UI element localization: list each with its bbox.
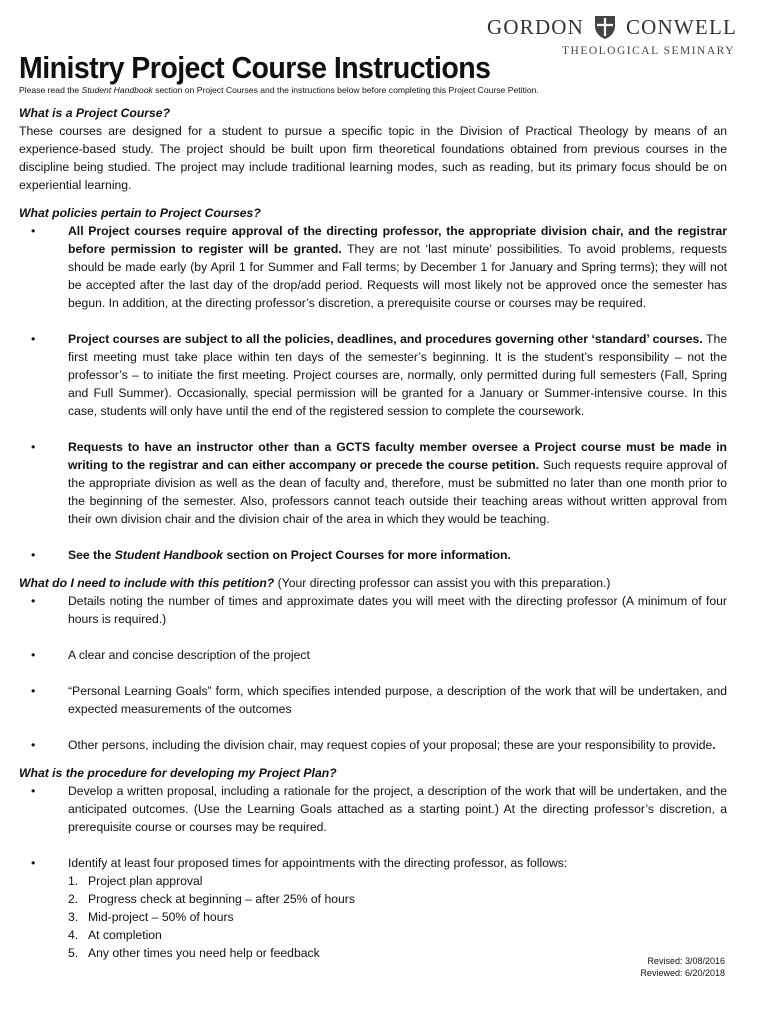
shield-icon — [593, 14, 617, 40]
step-number: 4. — [68, 928, 79, 942]
step-text: Any other times you need help or feedback — [88, 946, 320, 960]
policies-list — [19, 222, 727, 564]
step-item — [68, 890, 727, 908]
intro-note: Please read the Student Handbook section on Project Courses and the instructions below before completing this Project Course Petition. — [19, 85, 539, 95]
step-text: Mid-project – 50% of hours — [88, 910, 234, 924]
revised-date: Revised: 3/08/2016 — [647, 956, 725, 966]
logo-word-gordon: GORDON — [487, 14, 585, 39]
step-text: At completion — [88, 928, 162, 942]
step-item — [68, 908, 727, 926]
list-item: • Project courses are subject to all the policies, deadlines, and procedures governing other ‘standard’ courses. The first meeting must take place within ten days of the semester’s beginning. It is the student’s responsibility – not the professor’s – to initiate the first meeting. Project courses are, normally, only permitted during full semesters (Fall, Spring and Full Summer). Occasionally, special permission will be granted for a January or Summer-intensive course. In this case, students will only have until the end of the registered session to complete the coursework. — [19, 330, 727, 420]
include-list — [19, 592, 727, 754]
list-item: • A clear and concise description of the project — [19, 646, 727, 664]
document-body — [19, 104, 727, 962]
reviewed-date: Reviewed: 6/20/2018 — [640, 968, 725, 978]
appointment-steps — [68, 872, 727, 962]
step-number: 1. — [68, 874, 79, 888]
seminary-logo — [487, 14, 737, 64]
page-title: Ministry Project Course Instructions — [19, 50, 491, 85]
section-paragraph-what-is: These courses are designed for a student to pursue a specific topic in the Division of Practical Theology by means of an experience-based study. The project should be built upon firm theoretical foundations obtained from previous courses in the discipline being studied. The project may include traditional learning modes, such as reading, but its primary focus should be on experiential learning. — [19, 124, 727, 192]
section-heading-include: What do I need to include with this petition? (Your directing professor can assist you with this preparation.) — [19, 576, 611, 590]
list-item: • All Project courses require approval of the directing professor, the appropriate division chair, and the registrar before permission to register will be granted. They are not ‘last minute’ possibilities. To avoid problems, requests should be made early (by April 1 for Summer and Fall terms; by December 1 for January and Spring terms); they will not be accepted after the last day of the drop/add period. Requests will most likely not be approved once the semester has begun. In addition, at the directing professor’s discretion, a prerequisite course or courses may be required. — [19, 222, 727, 312]
list-item: • See the Student Handbook section on Project Courses for more information. — [19, 546, 727, 564]
list-item: • Requests to have an instructor other than a GCTS faculty member oversee a Project course must be made in writing to the registrar and can either accompany or precede the course petition. Such requests require approval of the appropriate division as well as the dean of faculty and, therefore, must be submitted no later than one month prior to the beginning of the semester. Also, professors cannot teach outside their teaching areas without written approval from their own division chair and the division chair of the area in which they would be teaching. — [19, 438, 727, 528]
list-item: • Other persons, including the division chair, may request copies of your proposal; these are your responsibility to provide. — [19, 736, 727, 754]
section-heading-policies: What policies pertain to Project Courses? — [19, 206, 261, 220]
step-item — [68, 944, 727, 962]
step-number: 2. — [68, 892, 79, 906]
logo-word-conwell: CONWELL — [625, 14, 737, 39]
step-text: Project plan approval — [88, 874, 203, 888]
list-item: • “Personal Learning Goals” form, which specifies intended purpose, a description of the work that will be undertaken, and expected measurements of the outcomes — [19, 682, 727, 718]
step-item — [68, 872, 727, 890]
list-item: • Develop a written proposal, including a rationale for the project, a description of the work that will be undertaken, and the anticipated outcomes. (Use the Learning Goals attached as a starting point.) At the directing professor’s discretion, a prerequisite course or courses may be required. — [19, 782, 727, 836]
revision-info — [640, 955, 725, 979]
step-number: 5. — [68, 946, 79, 960]
section-heading-what-is: What is a Project Course? — [19, 106, 171, 120]
list-item: • Details noting the number of times and approximate dates you will meet with the directing professor (A minimum of four hours is required.) — [19, 592, 727, 628]
list-item: • Identify at least four proposed times for appointments with the directing professor, as follows: 1. Project plan approval 2. Progress check at beginning – after 25% of hours 3. Mid-project – 50% of hours 4. At completion 5. Any other times you need help or feedback — [19, 854, 727, 962]
logo-subtitle: THEOLOGICAL SEMINARY — [562, 45, 735, 57]
section-heading-procedure: What is the procedure for developing my Project Plan? — [19, 766, 337, 780]
step-text: Progress check at beginning – after 25% of hours — [88, 892, 355, 906]
step-number: 3. — [68, 910, 79, 924]
step-item — [68, 926, 727, 944]
procedure-list — [19, 782, 727, 962]
